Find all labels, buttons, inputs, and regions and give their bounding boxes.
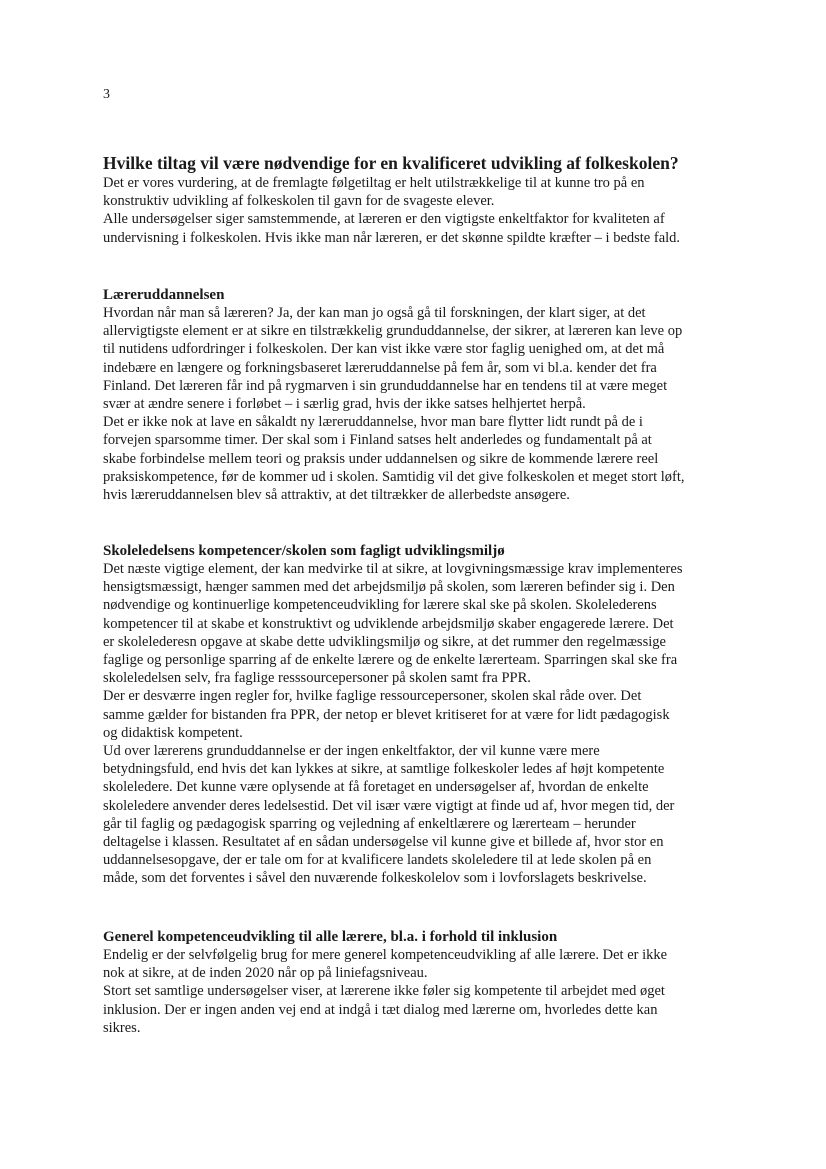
section-heading: Hvilke tiltag vil være nødvendige for en kvalificeret udvikling af folkeskolen? xyxy=(103,153,679,173)
text-line: samme gælder for bistanden fra PPR, der netop er blevet kritiseret for at være for lidt pædagogisk xyxy=(103,706,670,723)
text-line: sikres. xyxy=(103,1019,141,1036)
text-line: skoleledelsen selv, fra faglige resssourcepersoner på skolen samt fra PPR. xyxy=(103,670,531,687)
text-line: måde, som det forventes i såvel den nuværende folkeskolelov som i lovforslagets beskrivelse. xyxy=(103,870,647,887)
text-line: praksiskompetence, før de kommer ud i skolen. Samtidig vil det give folkeskolen et meget stort løft, xyxy=(103,468,685,485)
text-line: skoleledere anvender deres ledelsestid. Det vil især være vigtigt at finde ud af, hvor megen tid, der xyxy=(103,797,675,814)
section-kompetenceudvikling xyxy=(103,928,743,1037)
text-line: Ud over lærerens grunduddannelse er der ingen enkeltfaktor, der vil kunne være mere xyxy=(103,743,600,760)
text-line: Alle undersøgelser siger samstemmende, at læreren er den vigtigste enkeltfaktor for kvaliteten af xyxy=(103,211,665,228)
text-line: hvis læreruddannelsen blev så attraktiv, at det tiltrækker de allerbedste ansøgere. xyxy=(103,487,570,504)
text-line: uddannelsesopgave, der er tale om for at kvalificere landets skoleledere til at lede skolen på en xyxy=(103,852,652,869)
text-line: hensigtsmæssigt, hænger sammen med det arbejdsmiljø på skolen, som læreren befinder sig i. Den xyxy=(103,579,675,596)
section-laereruddannelsen xyxy=(103,286,743,504)
text-line: konstruktiv udvikling af folkeskolen til gavn for de svageste elever. xyxy=(103,193,495,210)
text-line: går til faglig og pædagogisk sparring og vejledning af enkeltlærere og lærerteam – herunder xyxy=(103,815,636,832)
section-skoleledelse xyxy=(103,542,743,888)
section-body xyxy=(103,946,743,1037)
text-line: til nutidens udfordringer i folkeskolen. Der kan vist ikke være stor faglig uenighed om, at det må xyxy=(103,341,665,358)
text-line: Hvordan når man så læreren? Ja, der kan man jo også gå til forskningen, der klart siger, at det xyxy=(103,305,646,321)
text-line: indebære en længere og forkningsbaseret læreruddannelse på fem år, som vi bl.a. kender det fra xyxy=(103,359,657,376)
section-body xyxy=(103,174,743,247)
text-line: undervisning i folkeskolen. Hvis ikke man når læreren, er det skønne spildte kræfter – i bedste fald. xyxy=(103,229,681,246)
text-line: Stort set samtlige undersøgelser viser, at lærerene ikke føler sig kompetente til arbejdet med øget xyxy=(103,983,665,1000)
section-heading: Læreruddannelsen xyxy=(103,287,225,303)
text-line: nødvendige og kontinuerlige kompetenceudvikling for lærere skal ske på skolen. Skolelederens xyxy=(103,597,657,614)
text-line: deltagelse i klassen. Resultatet af en sådan undersøgelse vil kunne give et billede af, hvor stor en xyxy=(103,834,664,851)
text-line: skabe forbindelse mellem teori og praksis under uddannelsen og sikre de kommende lærere reel xyxy=(103,450,659,467)
page-number: 3 xyxy=(103,87,110,102)
text-line: forvejen sparsomme timer. Der skal som i Finland satses helt anderledes og fundamentalt på at xyxy=(103,432,652,449)
text-line: er skolelederesn opgave at skabe dette udviklingsmiljø og sikre, at det rummer den regelmæssige xyxy=(103,633,666,650)
text-line: Det er ikke nok at lave en såkaldt ny læreruddannelse, hvor man bare flytter lidt rundt på de i xyxy=(103,414,643,431)
text-line: Endelig er der selvfølgelig brug for mere generel kompetenceudvikling af alle lærere. Det er ikke xyxy=(103,947,668,963)
text-line: Det er vores vurdering, at de fremlagte følgetiltag er helt utilstrækkelige til at kunne tro på en xyxy=(103,175,645,191)
text-line: svær at ændre senere i forløbet – i særlig grad, hvis der ikke satses helhjertet herpå. xyxy=(103,396,586,413)
section-tiltag xyxy=(103,152,743,247)
text-line: inklusion. Der er ingen anden vej end at indgå i tæt dialog med lærerne om, hvorledes dette kan xyxy=(103,1001,658,1018)
text-line: Det næste vigtige element, der kan medvirke til at sikre, at lovgivningsmæssige krav implementeres xyxy=(103,561,683,577)
section-body xyxy=(103,560,743,888)
text-line: og didaktisk kompetent. xyxy=(103,724,243,741)
text-line: Der er desværre ingen regler for, hvilke faglige ressourcepersoner, skolen skal råde over. Det xyxy=(103,688,642,705)
section-heading: Generel kompetenceudvikling til alle lærere, bl.a. i forhold til inklusion xyxy=(103,929,558,945)
text-line: faglige og personlige sparring af de enkelte lærere og de enkelte lærerteam. Sparringen skal ske fra xyxy=(103,652,678,669)
text-line: allervigtigste element er at sikre en tilstrækkelig grunduddannelse, der sikrer, at læreren kan leve op xyxy=(103,323,683,340)
text-line: kompetencer til at skabe et konstruktivt og udviklende arbejdsmiljø skaber engagerede lærere. Det xyxy=(103,615,674,632)
text-line: nok at sikre, at de inden 2020 når op på liniefagsniveau. xyxy=(103,965,428,982)
section-body xyxy=(103,304,743,504)
text-line: betydningsfuld, end hvis det kan lykkes at sikre, at samtlige folkeskoler ledes af højt kompetente xyxy=(103,761,665,778)
section-heading: Skoleledelsens kompetencer/skolen som fagligt udviklingsmiljø xyxy=(103,543,505,559)
text-line: skoleledere. Det kunne være oplysende at få foretaget en undersøgelser af, hvordan de enkelte xyxy=(103,779,649,796)
text-line: Finland. Det læreren får ind på rygmarven i sin grunduddannelse har en tendens til at være meget xyxy=(103,377,668,394)
